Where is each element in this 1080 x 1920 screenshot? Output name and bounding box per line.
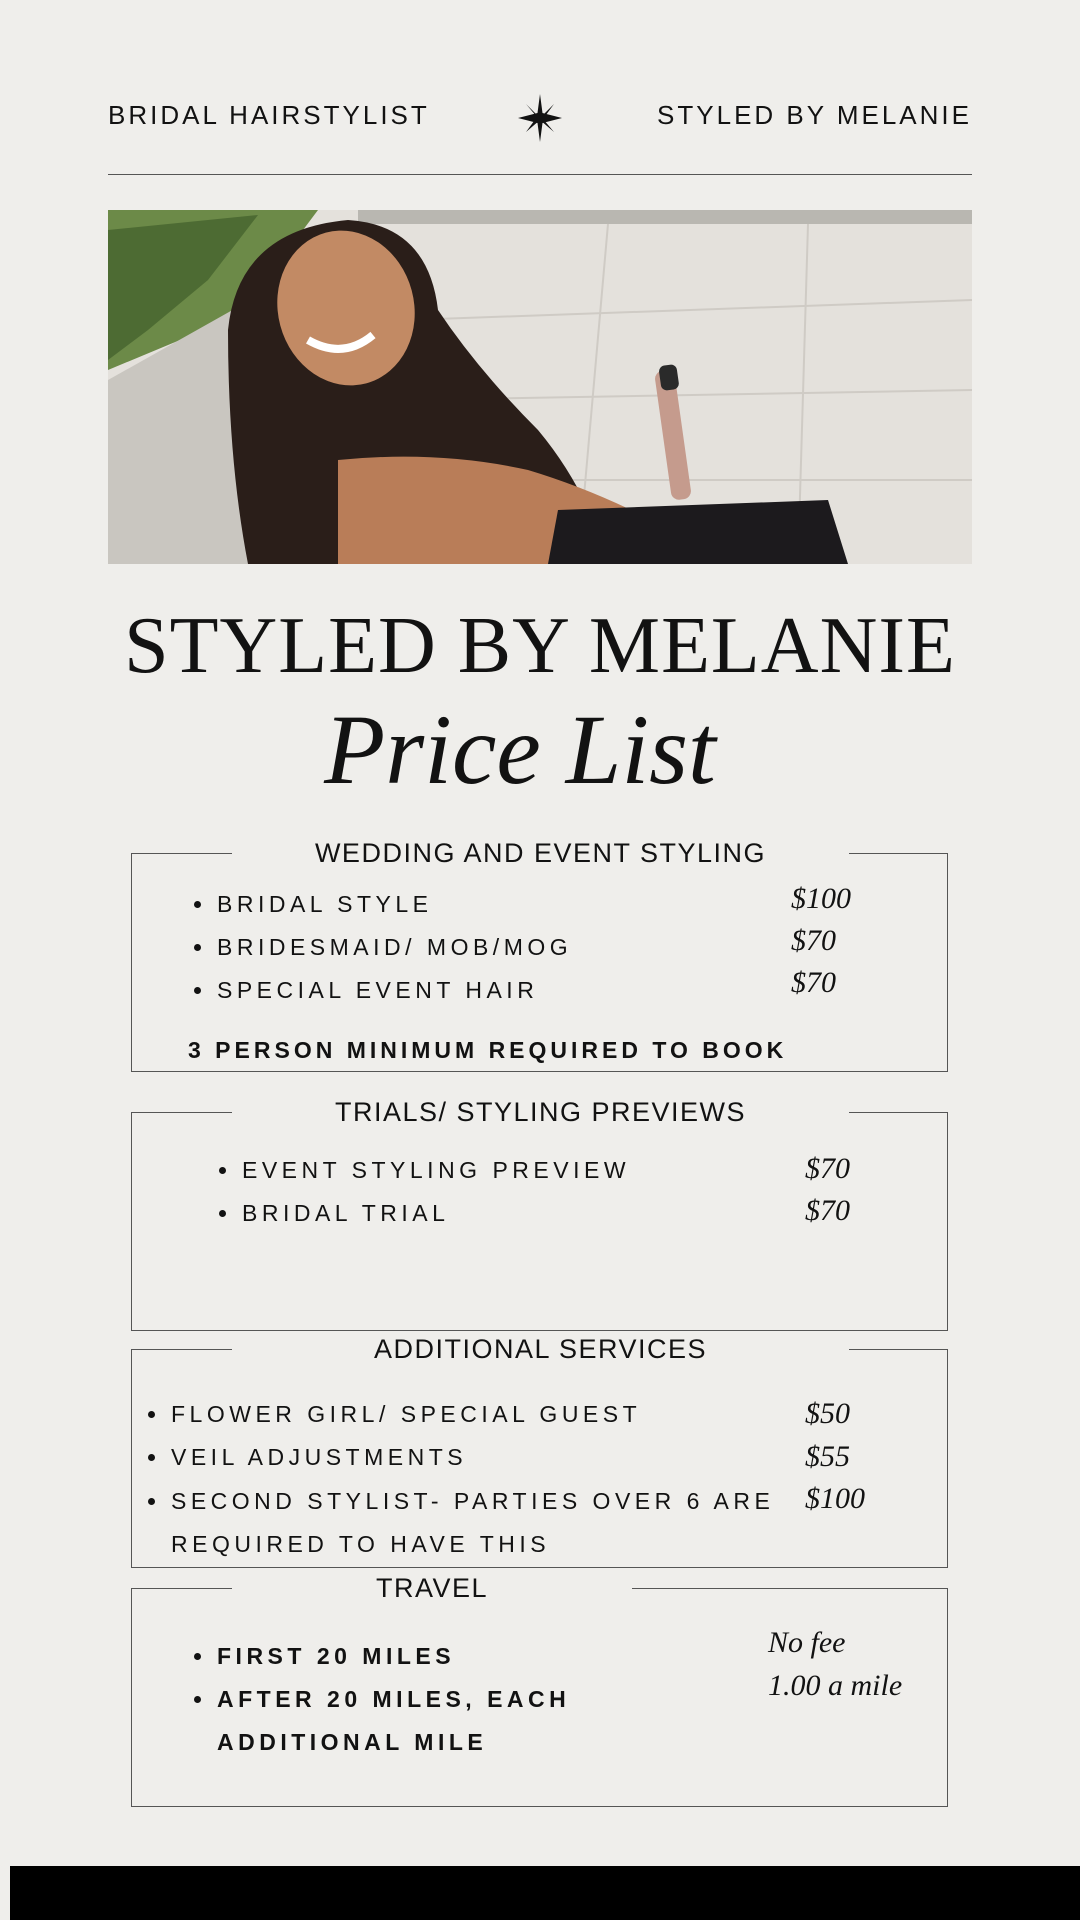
section-wedding-event-styling <box>131 838 948 1072</box>
item-price: $70 <box>805 1152 850 1185</box>
item-price: No fee <box>768 1626 846 1659</box>
item-price: $70 <box>791 924 836 957</box>
header-bar <box>108 100 972 140</box>
sparkle-star-icon <box>516 94 564 142</box>
list-item: EVENT STYLING PREVIEW <box>242 1157 631 1183</box>
item-price: $50 <box>805 1397 850 1430</box>
header-right-label: STYLED BY MELANIE <box>657 100 972 130</box>
section-title: TRAVEL <box>232 1571 632 1605</box>
list-item: BRIDESMAID/ MOB/MOG <box>217 934 573 960</box>
section-title: WEDDING AND EVENT STYLING <box>232 836 849 870</box>
list-item: BRIDAL TRIAL <box>242 1200 450 1226</box>
footer-bar <box>10 1866 1080 1920</box>
list-item: SECOND STYLIST- PARTIES OVER 6 ARE <box>171 1488 775 1514</box>
stylist-photo <box>108 210 972 564</box>
section-travel <box>131 1573 948 1807</box>
header-left-label: BRIDAL HAIRSTYLIST <box>108 100 430 130</box>
header-divider <box>108 174 972 175</box>
item-price: $100 <box>805 1482 865 1515</box>
booking-requirement-note: 3 PERSON MINIMUM REQUIRED TO BOOK <box>188 1037 788 1063</box>
list-item-continuation: REQUIRED TO HAVE THIS <box>171 1531 551 1557</box>
list-item: FIRST 20 MILES <box>217 1643 456 1669</box>
item-price: $70 <box>791 966 836 999</box>
list-item: BRIDAL STYLE <box>217 891 433 917</box>
list-item: FLOWER GIRL/ SPECIAL GUEST <box>171 1401 642 1427</box>
page-title: STYLED BY MELANIE <box>124 602 956 690</box>
section-additional-services <box>131 1334 948 1568</box>
item-price: $100 <box>791 882 851 915</box>
list-item: VEIL ADJUSTMENTS <box>171 1444 468 1470</box>
section-title: TRIALS/ STYLING PREVIEWS <box>232 1095 849 1129</box>
item-price: 1.00 a mile <box>768 1669 903 1702</box>
list-item: AFTER 20 MILES, EACH <box>217 1686 571 1712</box>
stylist-photo-illustration <box>108 210 972 564</box>
list-item: SPECIAL EVENT HAIR <box>217 977 539 1003</box>
list-item-continuation: ADDITIONAL MILE <box>217 1729 488 1755</box>
page-subtitle: Price List <box>324 694 716 805</box>
section-trials-previews <box>131 1097 948 1331</box>
item-price: $55 <box>805 1440 850 1473</box>
section-title: ADDITIONAL SERVICES <box>232 1332 849 1366</box>
item-price: $70 <box>805 1194 850 1227</box>
